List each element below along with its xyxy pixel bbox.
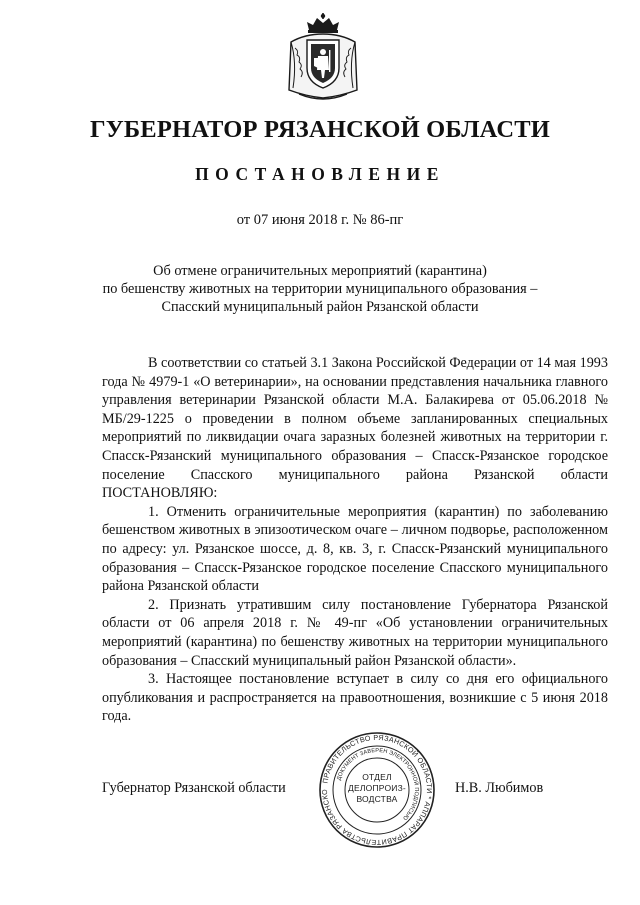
stamp-center-line: ОТДЕЛ bbox=[362, 772, 392, 782]
issuing-authority: ГУБЕРНАТОР РЯЗАНСКОЙ ОБЛАСТИ bbox=[89, 116, 551, 143]
body-paragraph-preamble: В соответствии со статьей 3.1 Закона Российской Федерации от 14 мая 1993 года № 4979-1 «О ветеринарии», на основании представления начальника главного управления ветеринарии Рязанской области М.А. Балакирева от 05.06.2018 № МБ/29-1225 о проведении в полном объеме запланированных специальных мероприятий по ликвидации очага заразных болезней животных на территории г. Спасск-Рязанский муниципального образования – Спасск-Рязанское городское поселение Спасского муниципального района Рязанской области ПОСТАНОВЛЯЮ: bbox=[102, 355, 608, 502]
subject-line: Спасский муниципальный район Рязанской области bbox=[161, 299, 479, 315]
signatory-position: Губернатор Рязанской области bbox=[102, 780, 286, 796]
subject-line: по бешенству животных на территории муниципального образования – bbox=[102, 281, 538, 297]
document-body bbox=[102, 354, 608, 726]
body-paragraph-item-1: 1. Отменить ограничительные мероприятия (карантин) по заболеванию бешенством животных в эпизоотическом очаге – личном подворье, расположенном по адресу: ул. Рязанское шоссе, д. 8, кв. 3, г. Спасск-Рязанский муниципального образования – Спасск-Рязанское городское поселение Спасского муниципального района Рязанской области bbox=[102, 503, 608, 595]
document-date-number: от 07 июня 2018 г. № 86-пг bbox=[236, 212, 404, 228]
body-paragraph-item-3: 3. Настоящее постановление вступает в силу со дня его официального опубликования и распространяется на правоотношения, возникшие с 5 июня 2018 года. bbox=[102, 671, 608, 725]
document-subject bbox=[0, 262, 640, 316]
document-type: ПОСТАНОВЛЕНИЕ bbox=[195, 164, 445, 184]
stamp-center-line: ДЕЛОПРОИЗ- bbox=[348, 783, 406, 793]
signatory-name: Н.В. Любимов bbox=[455, 780, 544, 796]
stamp-center-line: ВОДСТВА bbox=[356, 794, 398, 804]
official-stamp bbox=[316, 730, 438, 850]
subject-line: Об отмене ограничительных мероприятий (карантина) bbox=[153, 263, 487, 279]
stamp-inner-text: ДОКУМЕНТ ЗАВЕРЕН ЭЛЕКТРОННОЙ ПОДПИСЬЮ bbox=[336, 747, 420, 821]
stamp-center-text bbox=[316, 772, 438, 805]
stamp-outer-text: ПРАВИТЕЛЬСТВО РЯЗАНСКОЙ ОБЛАСТИ * АППАРАТ ПРАВИТЕЛЬСТВА РЯЗАНСКО bbox=[319, 732, 435, 848]
coat-of-arms-icon bbox=[285, 12, 361, 104]
body-paragraph-item-2: 2. Признать утратившим силу постановление Губернатора Рязанской области от 06 апреля 2018 г. № 49-пг «Об установлении ограничительных мероприятий (карантина) по бешенству животных на территории муниципального образования – Спасский муниципальный район Рязанской области». bbox=[102, 596, 608, 669]
